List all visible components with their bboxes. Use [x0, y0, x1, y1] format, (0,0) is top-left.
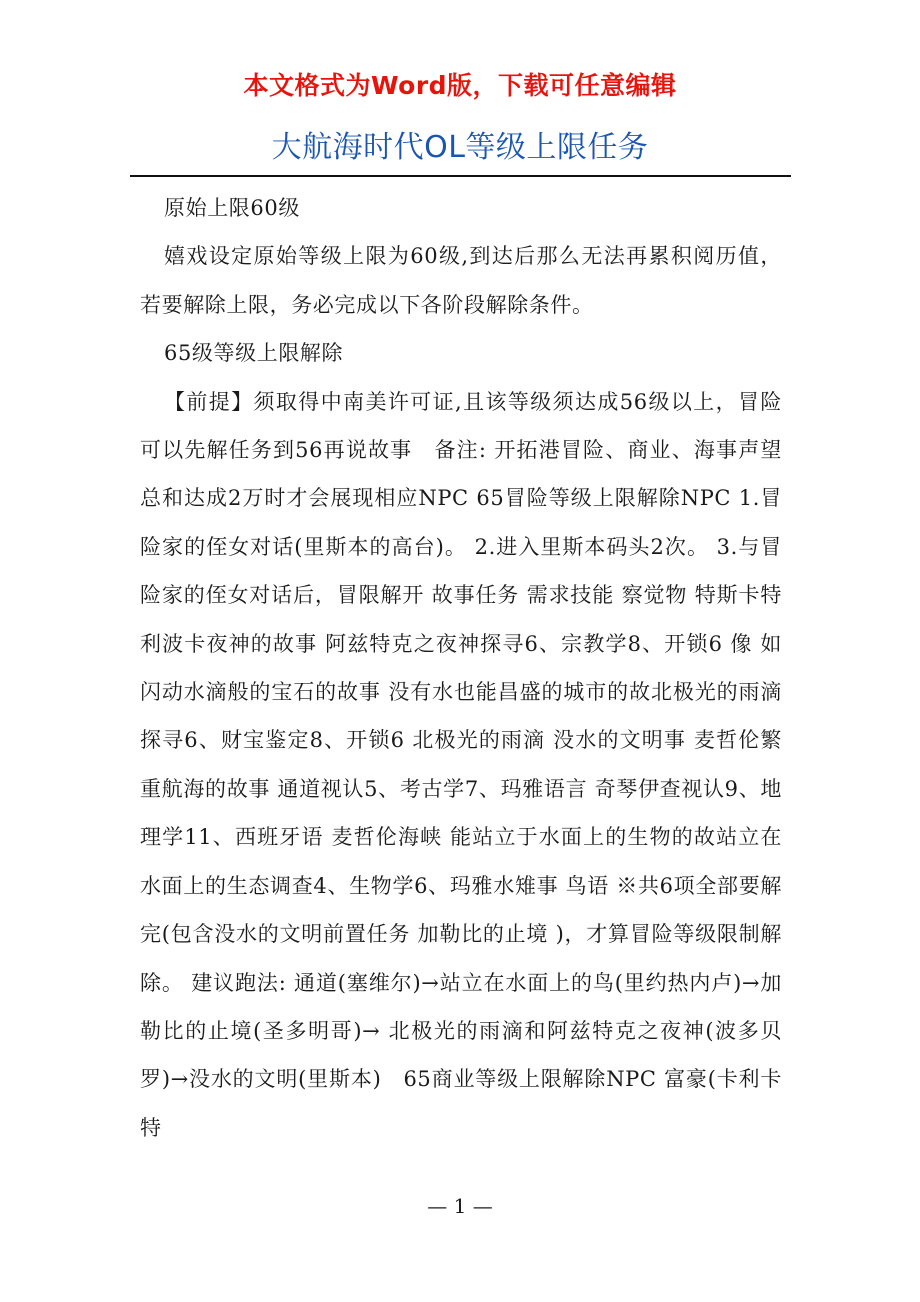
paragraph: 【前提】须取得中南美许可证,且该等级须达成56级以上，冒险可以先解任务到56再说故事 备注: 开拓港冒险、商业、海事声望总和达成2万时才会展现相应NPC 65冒险等级上限解除NPC 1.冒险家的侄女对话(里斯本的高台)。 2.进入里斯本码头2次。 3.与冒险家的侄女对话后，冒限解开 故事任务 需求技能 察觉物 特斯卡特利波卡夜神的故事 阿兹特克之夜神探寻6、宗教学8、开锁6 像 如闪动水滴般的宝石的故事 没有水也能昌盛的城市的故北极光的雨滴探寻6、财宝鉴定8、开锁6 北极光的雨滴 没水的文明事 麦哲伦繁重航海的故事 通道视认5、考古学7、玛雅语言 奇琴伊查视认9、地理学11、西班牙语 麦哲伦海峡 能站立于水面上的生物的故站立在水面上的生态调查4、生物学6、玛雅水雉事 鸟语 ※共6项全部要解完(包含没水的文明前置任务 加勒比的止境 )，才算冒险等级限制解除。 建议跑法: 通道(塞维尔)→站立在水面上的鸟(里约热内卢)→加勒比的止境(圣多明哥)→ 北极光的雨滴和阿兹特克之夜神(波多贝罗)→没水的文明(里斯本) 65商业等级上限解除NPC 富豪(卡利卡特 — [140, 389, 782, 1140]
paragraph: 嬉戏设定原始等级上限为60级,到达后那么无法再累积阅历值，若要解除上限，务必完成以下各阶段解除条件。 — [140, 244, 782, 317]
format-notice-banner: 本文格式为Word版，下载可任意编辑 — [243, 71, 677, 100]
page-number: — 1 — — [427, 1194, 493, 1218]
paragraph: 65级等级上限解除 — [164, 341, 344, 366]
paragraph: 原始上限60级 — [164, 196, 300, 220]
document-title: 大航海时代OL等级上限任务 — [271, 130, 649, 165]
title-divider — [130, 175, 791, 177]
document-body — [140, 184, 782, 1152]
